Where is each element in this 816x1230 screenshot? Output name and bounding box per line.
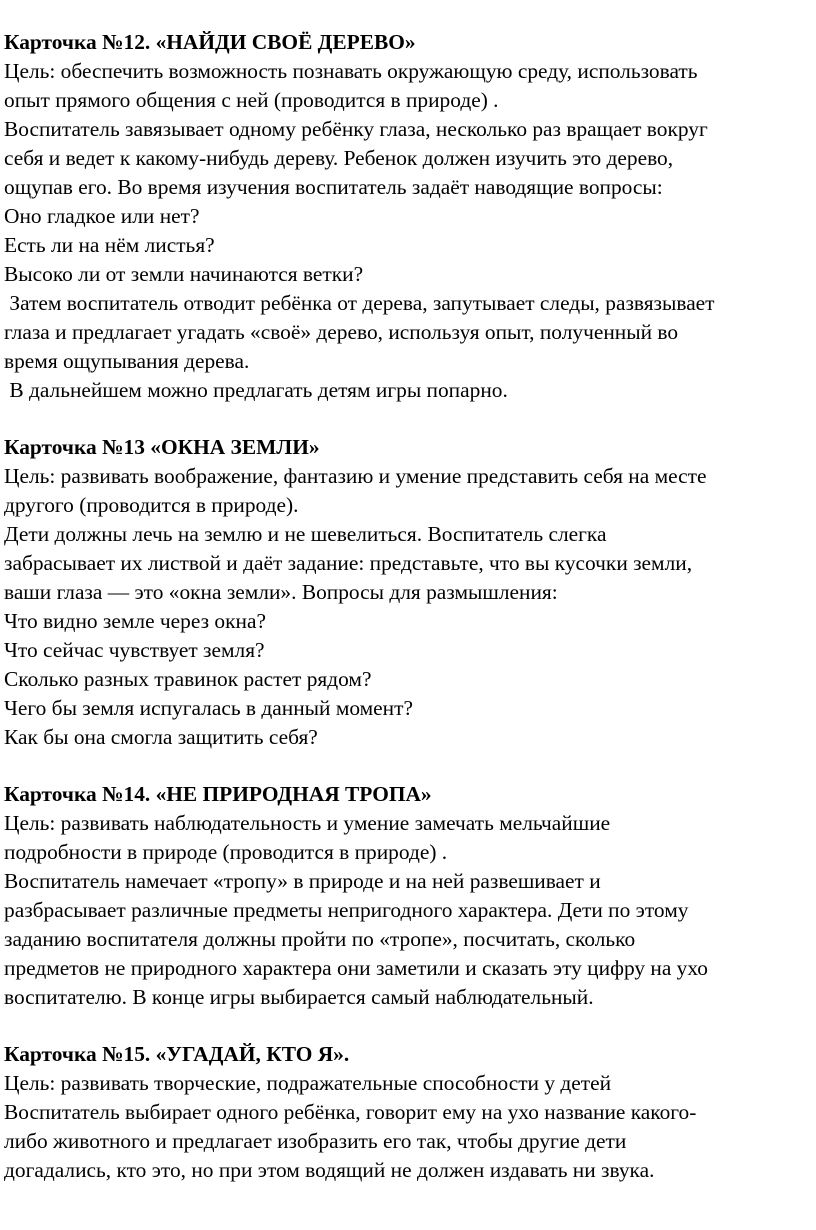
card-text-line: заданию воспитателя должны пройти по «тропе», посчитать, сколько	[4, 927, 636, 951]
card-15	[4, 1040, 816, 1185]
card-text-line: Дети должны лечь на землю и не шевелиться. Воспитатель слегка	[4, 522, 607, 546]
card-text-line: опыт прямого общения с ней (проводится в природе) .	[4, 88, 499, 112]
card-text-line: Воспитатель завязывает одному ребёнку глаза, несколько раз вращает вокруг	[4, 117, 708, 141]
card-text-line: подробности в природе (проводится в природе) .	[4, 840, 448, 864]
card-text-line: Воспитатель намечает «тропу» в природе и на ней развешивает и	[4, 869, 601, 893]
card-text-line: Что сейчас чувствует земля?	[4, 638, 265, 662]
card-14	[4, 780, 816, 1012]
card-text-line: воспитателю. В конце игры выбирается самый наблюдательный.	[4, 985, 594, 1009]
card-12	[4, 28, 816, 405]
card-text-line: глаза и предлагает угадать «своё» дерево, используя опыт, полученный во	[4, 320, 679, 344]
card-title: Карточка №13 «ОКНА ЗЕМЛИ»	[4, 435, 320, 459]
card-text-line: забрасывает их листвой и даёт задание: представьте, что вы кусочки земли,	[4, 551, 693, 575]
card-title: Карточка №12. «НАЙДИ СВОЁ ДЕРЕВО»	[4, 30, 416, 54]
card-text-line: время ощупывания дерева.	[4, 349, 250, 373]
card-text-line: либо животного и предлагает изобразить его так, чтобы другие дети	[4, 1129, 627, 1153]
card-text-line: себя и ведет к какому-нибудь дереву. Ребенок должен изучить это дерево,	[4, 146, 674, 170]
card-title: Карточка №15. «УГАДАЙ, КТО Я».	[4, 1042, 350, 1066]
card-text-line: Цель: развивать воображение, фантазию и умение представить себя на месте	[4, 464, 707, 488]
card-text-line: разбрасывает различные предметы непригодного характера. Дети по этому	[4, 898, 689, 922]
card-text-line: ощупав его. Во время изучения воспитатель задаёт наводящие вопросы:	[4, 175, 663, 199]
card-13	[4, 433, 816, 752]
card-text-line: Воспитатель выбирает одного ребёнка, говорит ему на ухо название какого-	[4, 1100, 697, 1124]
card-text-line: Оно гладкое или нет?	[4, 204, 200, 228]
card-text-line: Как бы она смогла защитить себя?	[4, 725, 318, 749]
card-text-line: Чего бы земля испугалась в данный момент?	[4, 696, 413, 720]
card-text-line: В дальнейшем можно предлагать детям игры попарно.	[4, 378, 508, 402]
card-text-line: Цель: развивать наблюдательность и умение замечать мельчайшие	[4, 811, 611, 835]
card-text-line: Сколько разных травинок растет рядом?	[4, 667, 372, 691]
card-title: Карточка №14. «НЕ ПРИРОДНАЯ ТРОПА»	[4, 782, 432, 806]
card-text-line: Затем воспитатель отводит ребёнка от дерева, запутывает следы, развязывает	[4, 291, 715, 315]
card-text-line: Что видно земле через окна?	[4, 609, 266, 633]
card-text-line: ваши глаза — это «окна земли». Вопросы для размышления:	[4, 580, 558, 604]
card-text-line: Высоко ли от земли начинаются ветки?	[4, 262, 364, 286]
card-text-line: предметов не природного характера они заметили и сказать эту цифру на ухо	[4, 956, 708, 980]
card-text-line: Цель: обеспечить возможность познавать окружающую среду, использовать	[4, 59, 698, 83]
card-text-line: Есть ли на нём листья?	[4, 233, 215, 257]
card-text-line: догадались, кто это, но при этом водящий не должен издавать ни звука.	[4, 1158, 655, 1182]
card-text-line: Цель: развивать творческие, подражательные способности у детей	[4, 1071, 612, 1095]
card-text-line: другого (проводится в природе).	[4, 493, 299, 517]
